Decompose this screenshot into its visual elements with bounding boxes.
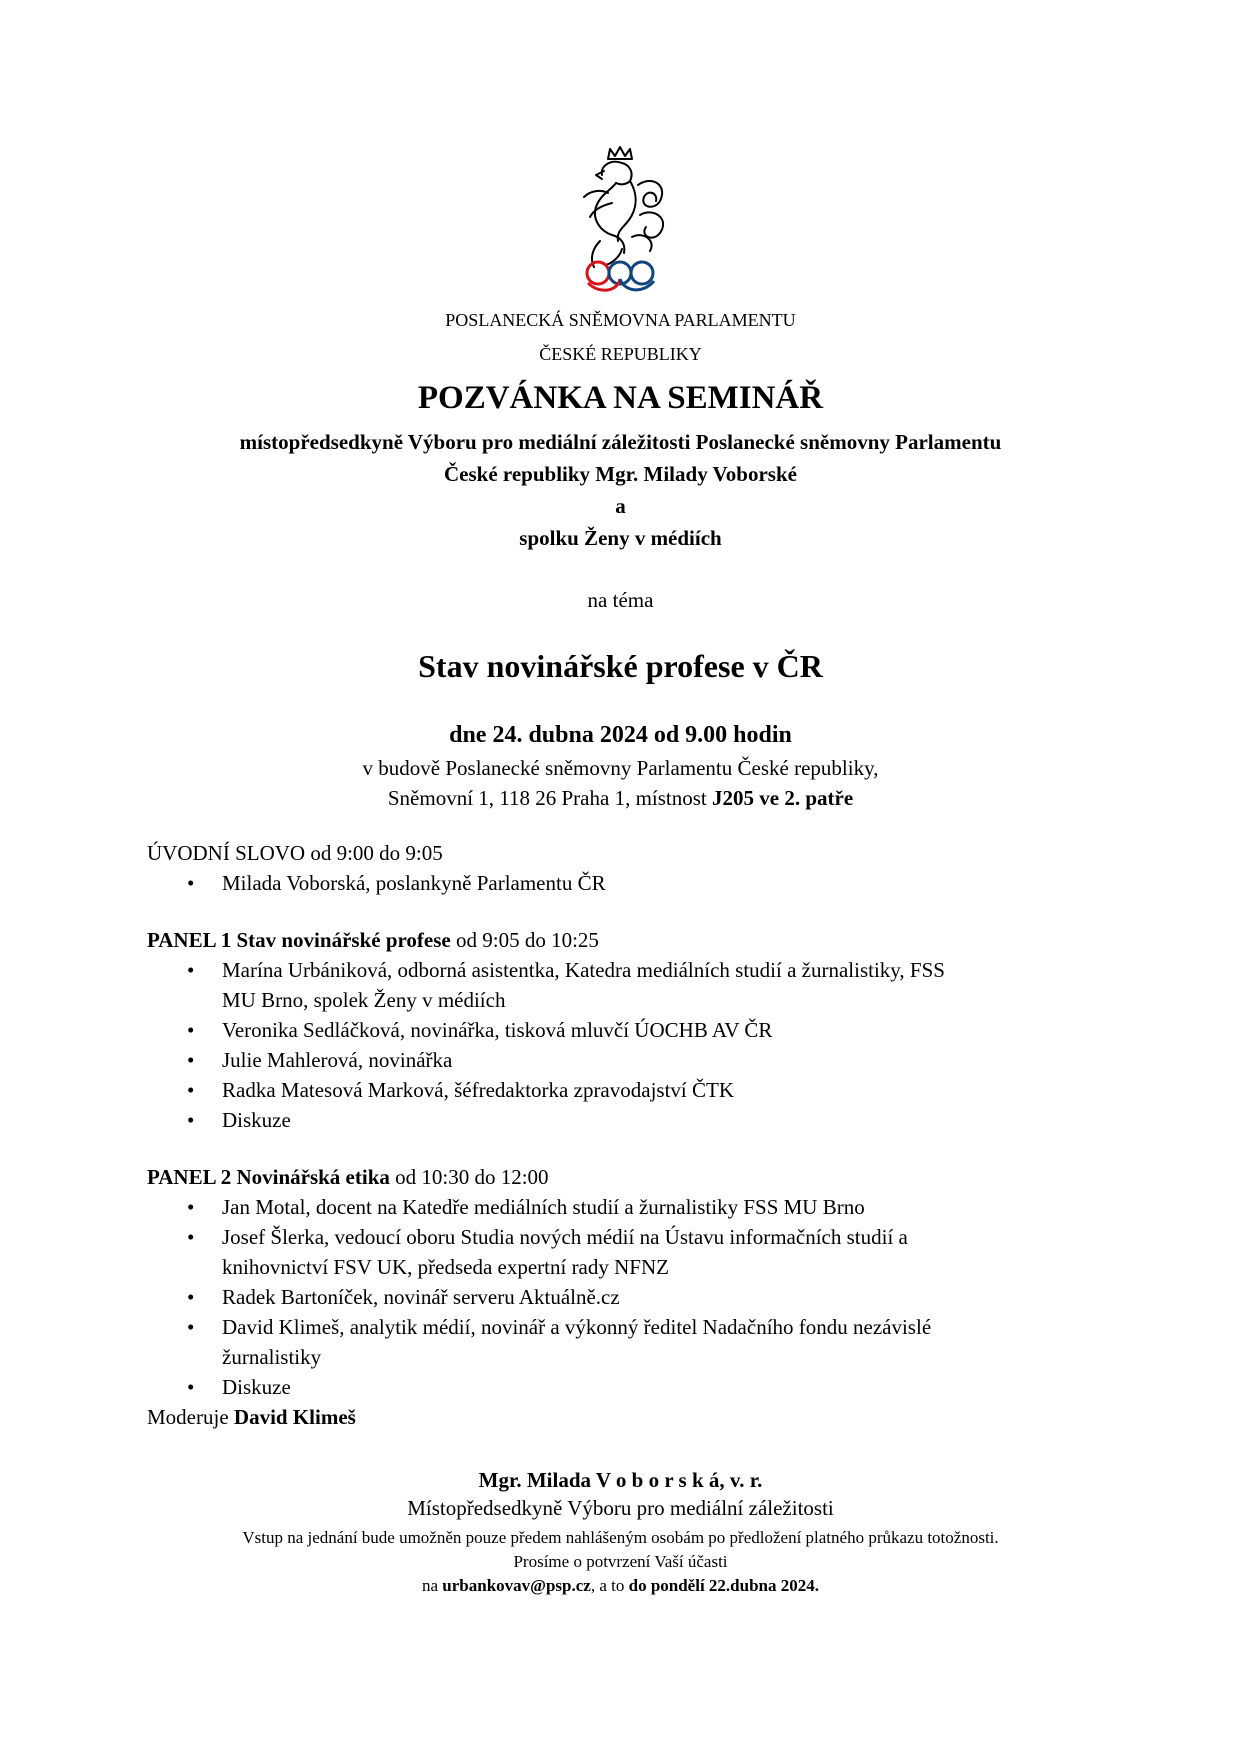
hosts-line3: spolku Ženy v médiích: [519, 526, 722, 550]
panel2-heading: PANEL 2 Novinářská etika od 10:30 do 12:00: [147, 1165, 549, 1189]
panel2-section: [147, 1162, 1107, 1432]
list-item: • Veronika Sedláčková, novinářka, tisková mluvčí ÚOCHB AV ČR: [147, 1015, 1107, 1045]
bullet: •: [187, 1108, 195, 1132]
venue-room: J205 ve 2. patře: [712, 786, 854, 810]
venue-line2: [0, 786, 1241, 811]
list-item: • Radek Bartoníček, novinář serveru Aktuálně.cz: [147, 1282, 1107, 1312]
intro-section: [147, 838, 1107, 898]
parliament-lion-emblem-icon: [560, 145, 680, 293]
hosts-line1: místopředsedkyně Výboru pro mediální záležitosti Poslanecké sněmovny Parlamentu: [239, 430, 1002, 454]
intro-heading: ÚVODNÍ SLOVO od 9:00 do 9:05: [147, 841, 443, 865]
list-item: • Marína Urbániková, odborná asistentka, Katedra mediálních studií a žurnalistiky, FSS MU Brno, spolek Ženy v médiích: [147, 955, 1107, 1015]
hosts-and: a: [615, 494, 626, 518]
bullet: •: [187, 1375, 195, 1399]
org-name-line2: ČESKÉ REPUBLIKY: [539, 344, 702, 364]
list-item: • Milada Voborská, poslankyně Parlamentu ČR: [147, 868, 1107, 898]
bullet: •: [187, 1225, 195, 1249]
rsvp-deadline: do pondělí 22.dubna 2024.: [628, 1576, 819, 1595]
bullet: •: [187, 1195, 195, 1219]
topic-intro: na téma: [587, 588, 654, 612]
list-item: • David Klimeš, analytik médií, novinář a výkonný ředitel Nadačního fondu nezávislé žurnalistiky: [147, 1312, 1107, 1372]
topic-title: Stav novinářské profese v ČR: [418, 648, 823, 684]
list-item: • Diskuze: [147, 1105, 1107, 1135]
bullet: •: [187, 1048, 195, 1072]
bullet: •: [187, 871, 195, 895]
list-item: • Radka Matesová Marková, šéfredaktorka zpravodajství ČTK: [147, 1075, 1107, 1105]
panel1-section: [147, 925, 1107, 1135]
bullet: •: [187, 958, 195, 982]
list-item: • Diskuze: [147, 1372, 1107, 1402]
list-item: • Josef Šlerka, vedoucí oboru Studia nových médií na Ústavu informačních studií a knihovnictví FSV UK, předseda expertní rady NFNZ: [147, 1222, 1107, 1282]
signature-name: Mgr. Milada V o b o r s k á, v. r.: [478, 1468, 763, 1492]
moderator-name: David Klimeš: [233, 1405, 356, 1429]
hosts-line2: České republiky Mgr. Milady Voborské: [444, 462, 797, 486]
venue-line1: v budově Poslanecké sněmovny Parlamentu České republiky,: [362, 756, 879, 780]
rsvp-email-link[interactable]: urbankovav@psp.cz: [442, 1576, 591, 1595]
event-date: dne 24. dubna 2024 od 9.00 hodin: [449, 722, 792, 748]
list-item: • Jan Motal, docent na Katedře mediálních studií a žurnalistiky FSS MU Brno: [147, 1192, 1107, 1222]
bullet: •: [187, 1285, 195, 1309]
entry-notice: Vstup na jednání bude umožněn pouze předem nahlášeným osobám po předložení platného průkazu totožnosti.: [242, 1528, 999, 1547]
bullet: •: [187, 1315, 195, 1339]
confirm-request: Prosíme o potvrzení Vaší účasti: [513, 1552, 728, 1571]
venue-address: Sněmovní 1, 118 26 Praha 1, místnost: [387, 786, 712, 810]
page-title: POZVÁNKA NA SEMINÁŘ: [417, 380, 824, 416]
signature-role: Místopředsedkyně Výboru pro mediální záležitosti: [407, 1496, 834, 1520]
org-name-line1: POSLANECKÁ SNĚMOVNA PARLAMENTU: [445, 310, 796, 330]
list-item: • Julie Mahlerová, novinářka: [147, 1045, 1107, 1075]
panel1-heading: PANEL 1 Stav novinářské profese od 9:05 do 10:25: [147, 928, 599, 952]
rsvp-line: na urbankovav@psp.cz, a to do pondělí 22.dubna 2024.: [421, 1576, 819, 1595]
moderator-line: Moderuje David Klimeš: [147, 1405, 356, 1429]
bullet: •: [187, 1018, 195, 1042]
bullet: •: [187, 1078, 195, 1102]
